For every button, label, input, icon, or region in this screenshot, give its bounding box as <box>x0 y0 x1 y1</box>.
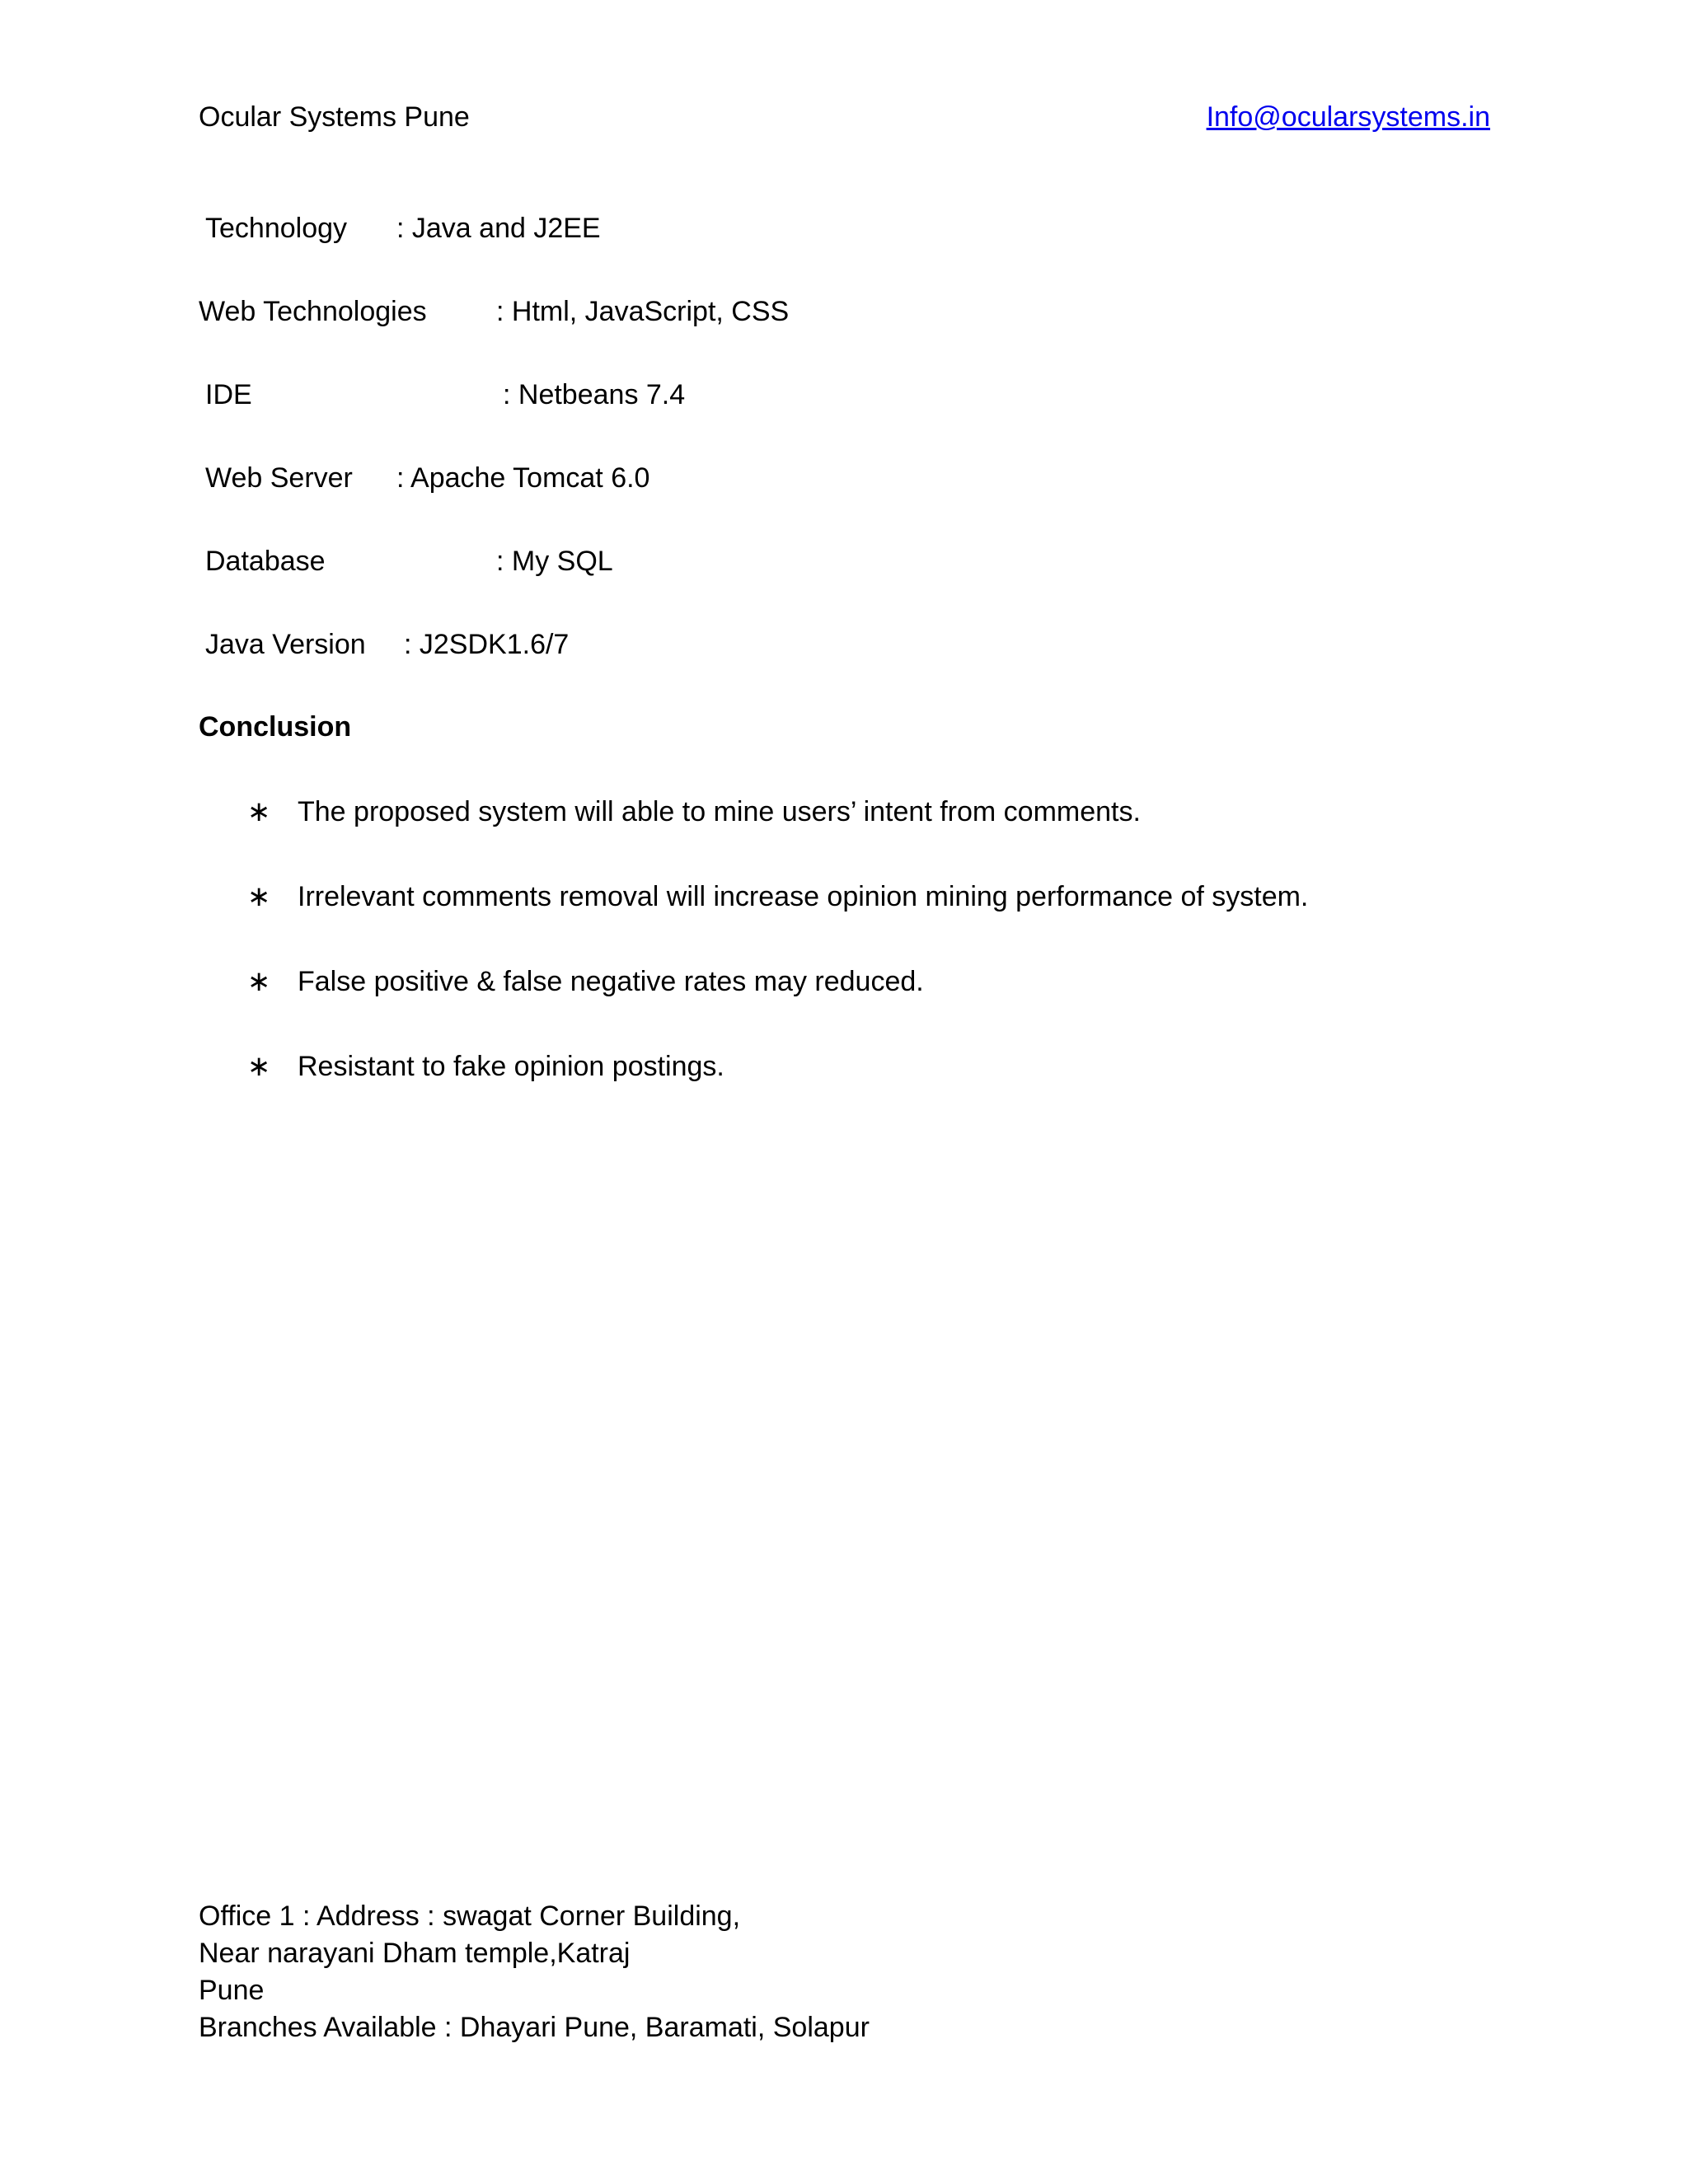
spec-label: Web Technologies <box>199 296 427 327</box>
spec-label: Java Version <box>205 629 366 660</box>
conclusion-heading: Conclusion <box>199 711 352 743</box>
spec-label: IDE <box>205 379 252 410</box>
footer-address <box>199 1898 870 2046</box>
list-item-text: Resistant to fake opinion postings. <box>298 1051 724 1082</box>
spec-value: : J2SDK1.6/7 <box>404 629 570 660</box>
spec-value: : Netbeans 7.4 <box>503 379 686 410</box>
spec-value: : Html, JavaScript, CSS <box>496 296 790 327</box>
bullet-asterisk-icon: ∗ <box>247 881 271 912</box>
spec-label: Database <box>205 546 326 577</box>
list-item-text: False positive & false negative rates may reduced. <box>298 966 924 997</box>
footer-line: Office 1 : Address : swagat Corner Building, <box>199 1900 741 1932</box>
company-name: Ocular Systems Pune <box>199 101 470 133</box>
list-item-text: Irrelevant comments removal will increase opinion mining performance of system. <box>298 881 1309 912</box>
spec-value: : My SQL <box>496 546 613 577</box>
footer-line: Branches Available : Dhayari Pune, Baramati, Solapur <box>199 2012 870 2043</box>
bullet-asterisk-icon: ∗ <box>247 1051 271 1082</box>
footer-line: Near narayani Dham temple,Katraj <box>199 1938 631 1969</box>
footer-line: Pune <box>199 1975 265 2006</box>
bullet-asterisk-icon: ∗ <box>247 796 271 827</box>
spec-value: : Java and J2EE <box>396 213 601 244</box>
bullet-asterisk-icon: ∗ <box>247 966 271 997</box>
spec-label: Web Server <box>205 462 353 494</box>
spec-label: Technology <box>205 213 348 244</box>
list-item-text: The proposed system will able to mine users’ intent from comments. <box>298 796 1141 827</box>
spec-value: : Apache Tomcat 6.0 <box>396 462 650 494</box>
email-link[interactable]: Info@ocularsystems.in <box>1206 101 1490 133</box>
